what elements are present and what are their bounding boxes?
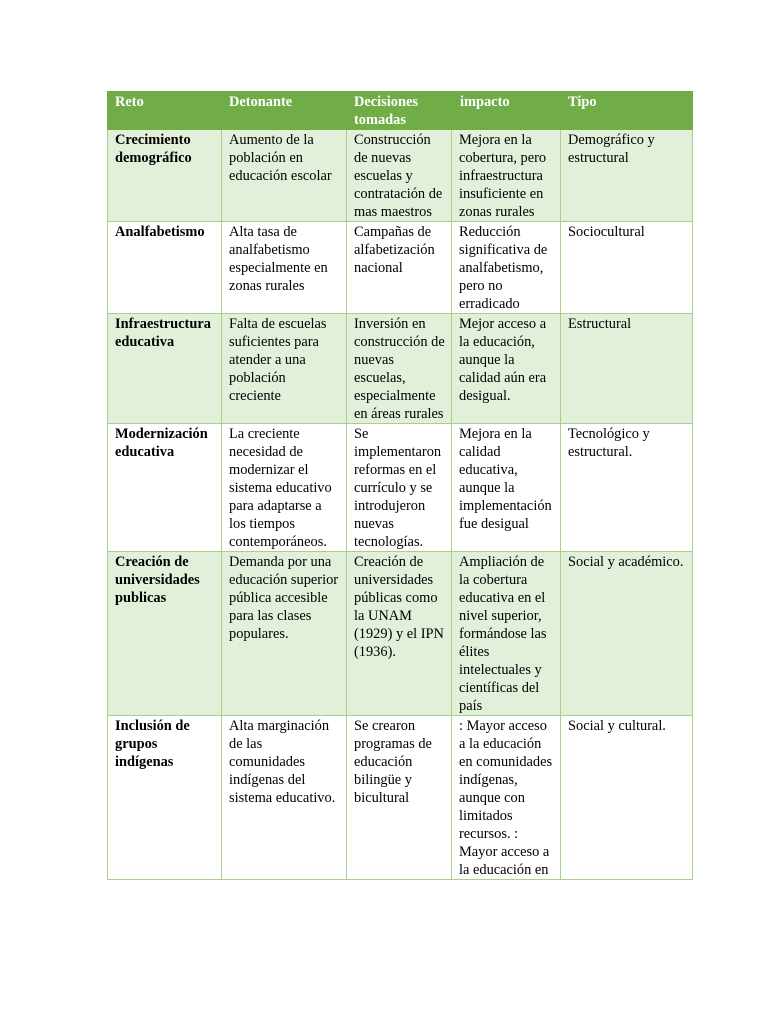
cell-reto: Infraestructura educativa: [108, 314, 222, 424]
cell-impacto: Ampliación de la cobertura educativa en el nivel superior, formándose las élites intelectuales y científicas del país: [452, 552, 561, 716]
cell-tipo: Social y cultural.: [561, 716, 693, 880]
cell-tipo: Sociocultural: [561, 222, 693, 314]
cell-decisiones: Creación de universidades públicas como la UNAM (1929) y el IPN (1936).: [347, 552, 452, 716]
table-row: [108, 716, 693, 880]
cell-detonante: Falta de escuelas suficientes para atender a una población creciente: [222, 314, 347, 424]
cell-decisiones: Construcción de nuevas escuelas y contratación de mas maestros: [347, 130, 452, 222]
table-row: [108, 222, 693, 314]
cell-impacto: Mejora en la calidad educativa, aunque la implementación fue desigual: [452, 424, 561, 552]
table-row: [108, 424, 693, 552]
cell-tipo: Estructural: [561, 314, 693, 424]
cell-reto: Analfabetismo: [108, 222, 222, 314]
cell-decisiones: Inversión en construcción de nuevas escuelas, especialmente en áreas rurales: [347, 314, 452, 424]
cell-tipo: Demográfico y estructural: [561, 130, 693, 222]
cell-reto: Inclusión de grupos indígenas: [108, 716, 222, 880]
cell-tipo: Social y académico.: [561, 552, 693, 716]
cell-detonante: Alta marginación de las comunidades indígenas del sistema educativo.: [222, 716, 347, 880]
cell-reto: Modernización educativa: [108, 424, 222, 552]
header-reto: Reto: [108, 92, 222, 130]
cell-impacto: : Mayor acceso a la educación en comunidades indígenas, aunque con limitados recursos. : Mayor acceso a la educación en: [452, 716, 561, 880]
table-row: [108, 314, 693, 424]
header-tipo: Tipo: [561, 92, 693, 130]
table-row: [108, 130, 693, 222]
cell-decisiones: Se crearon programas de educación bilingüe y bicultural: [347, 716, 452, 880]
cell-detonante: Alta tasa de analfabetismo especialmente en zonas rurales: [222, 222, 347, 314]
cell-reto: Crecimiento demográfico: [108, 130, 222, 222]
cell-decisiones: Campañas de alfabetización nacional: [347, 222, 452, 314]
cell-detonante: La creciente necesidad de modernizar el sistema educativo para adaptarse a los tiempos contemporáneos.: [222, 424, 347, 552]
cell-impacto: Mejora en la cobertura, pero infraestructura insuficiente en zonas rurales: [452, 130, 561, 222]
cell-reto: Creación de universidades publicas: [108, 552, 222, 716]
challenges-table: [107, 91, 693, 880]
header-impacto: impacto: [452, 92, 561, 130]
table-header-row: [108, 92, 693, 130]
cell-detonante: Demanda por una educación superior pública accesible para las clases populares.: [222, 552, 347, 716]
cell-decisiones: Se implementaron reformas en el currículo y se introdujeron nuevas tecnologías.: [347, 424, 452, 552]
cell-tipo: Tecnológico y estructural.: [561, 424, 693, 552]
cell-detonante: Aumento de la población en educación escolar: [222, 130, 347, 222]
table-row: [108, 552, 693, 716]
header-detonante: Detonante: [222, 92, 347, 130]
cell-impacto: Reducción significativa de analfabetismo, pero no erradicado: [452, 222, 561, 314]
cell-impacto: Mejor acceso a la educación, aunque la calidad aún era desigual.: [452, 314, 561, 424]
header-decisiones-tomadas: Decisiones tomadas: [347, 92, 452, 130]
